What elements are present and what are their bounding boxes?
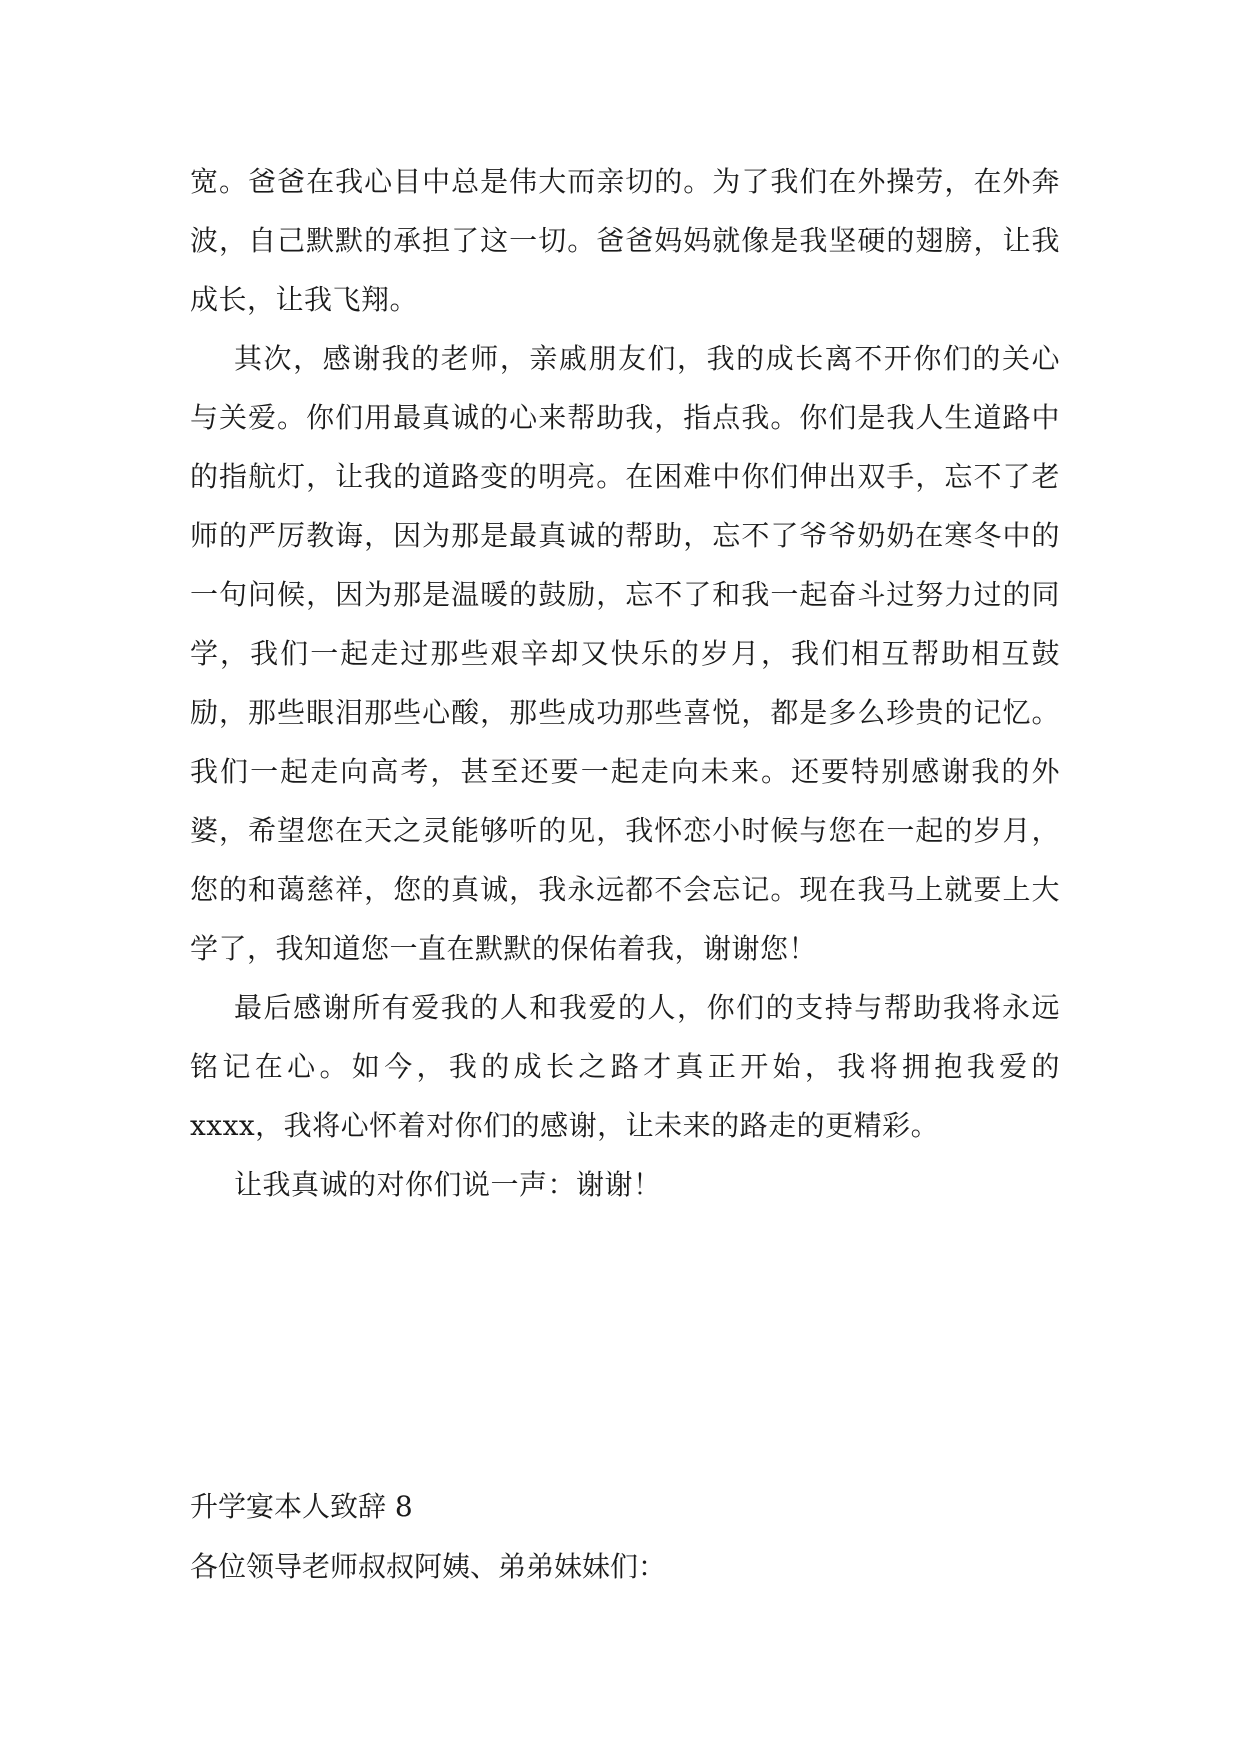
salutation: 各位领导老师叔叔阿姨、弟弟妹妹们： (190, 1550, 667, 1583)
paragraph-closing: 让我真诚的对你们说一声：谢谢！ (234, 1168, 662, 1201)
paragraph-thanks-all: 最后感谢所有爱我的人和我爱的人，你们的支持与帮助我将永远铭记在心。如今，我的成长之路才真正开始，我将拥抱我爱的 xxxx，我将心怀着对你们的感谢，让未来的路走的更精彩。 (190, 991, 1060, 1142)
next-speech-section (190, 1477, 1060, 1597)
paragraph-continuation: 宽。爸爸在我心目中总是伟大而亲切的。为了我们在外操劳，在外奔波，自己默默的承担了这一切。爸爸妈妈就像是我坚硬的翅膀，让我成长，让我飞翔。 (190, 165, 1060, 316)
section-title: 升学宴本人致辞 8 (190, 1490, 413, 1523)
paragraph-thanks-teachers: 其次，感谢我的老师，亲戚朋友们，我的成长离不开你们的关心与关爱。你们用最真诚的心来帮助我，指点我。你们是我人生道路中的指航灯，让我的道路变的明亮。在困难中你们伸出双手，忘不了老师的严厉教诲，因为那是最真诚的帮助，忘不了爷爷奶奶在寒冬中的一句问候，因为那是温暖的鼓励，忘不了和我一起奋斗过努力过的同学，我们一起走过那些艰辛却又快乐的岁月，我们相互帮助相互鼓励，那些眼泪那些心酸，那些成功那些喜悦，都是多么珍贵的记忆。我们一起走向高考，甚至还要一起走向未来。还要特别感谢我的外婆，希望您在天之灵能够听的见，我怀恋小时候与您在一起的岁月，您的和蔼慈祥，您的真诚，我永远都不会忘记。现在我马上就要上大学了，我知道您一直在默默的保佑着我，谢谢您！ (190, 342, 1060, 965)
speech-body (190, 152, 1060, 1214)
